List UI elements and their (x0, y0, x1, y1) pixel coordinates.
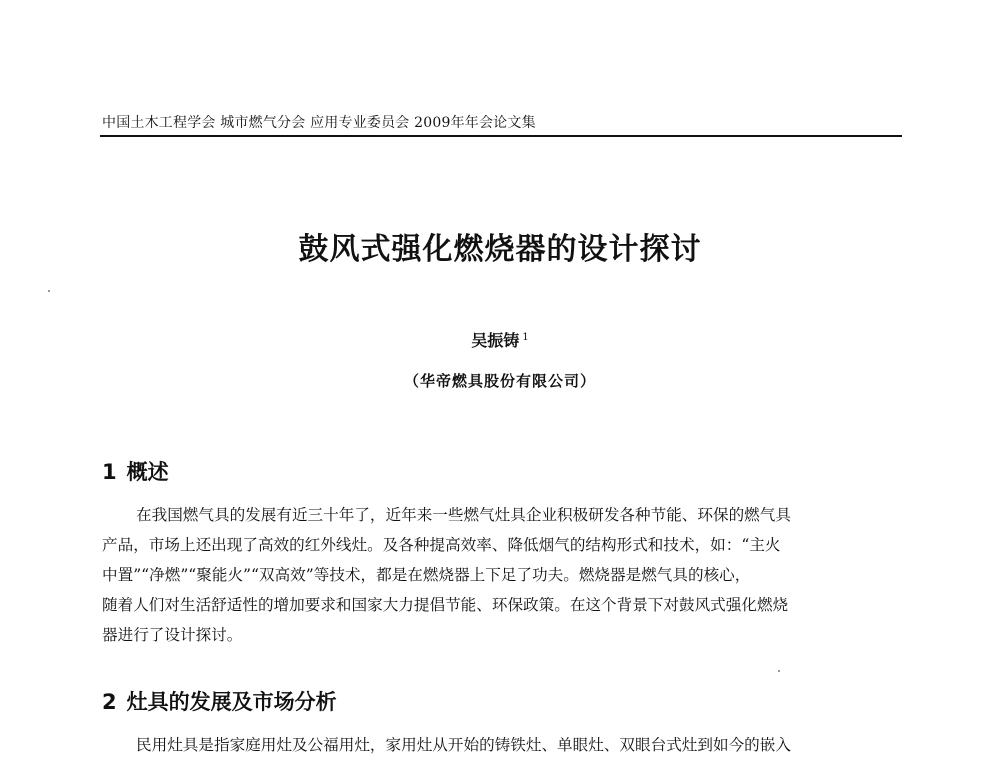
section-heading-2 (102, 686, 337, 716)
author-name: 吴振铸 (471, 331, 520, 350)
paragraph-line: 民用灶具是指家庭用灶及公福用灶，家用灶从开始的铸铁灶、单眼灶、双眼台式灶到如今的嵌入 (136, 736, 791, 754)
section-1-paragraph (102, 500, 898, 650)
paragraph-line: 在我国燃气具的发展有近三十年了，近年来一些燃气灶具企业积极研发各种节能、环保的燃气具 (136, 506, 791, 524)
scan-speck (48, 290, 50, 292)
paper-title: 鼓风式强化燃烧器的设计探讨 (298, 232, 702, 267)
section-number: 2 (102, 690, 117, 714)
section-title: 概述 (126, 460, 169, 484)
section-heading-1 (102, 456, 169, 486)
scan-speck (778, 670, 780, 672)
section-2-paragraph (102, 730, 898, 760)
paragraph-line: 随着人们对生活舒适性的增加要求和国家大力提倡节能、环保政策。在这个背景下对鼓风式强化燃烧 (102, 596, 789, 614)
section-number: 1 (102, 460, 117, 484)
author-affiliation-mark: 1 (522, 331, 529, 343)
paragraph-line: 产品，市场上还出现了高效的红外线灶。及各种提高效率、降低烟气的结构形式和技术，如：“主火 (102, 536, 781, 554)
author-line (0, 328, 1000, 351)
paragraph-line: 中置”“净燃”“聚能火”“双高效”等技术，都是在燃烧器上下足了功夫。燃烧器是燃气具的核心， (102, 566, 751, 584)
header-rule (100, 135, 902, 137)
section-title: 灶具的发展及市场分析 (126, 690, 337, 714)
author-affiliation: （华帝燃具股份有限公司） (403, 372, 596, 390)
paragraph-line: 器进行了设计探讨。 (102, 626, 243, 644)
running-header: 中国土木工程学会 城市燃气分会 应用专业委员会 2009年年会论文集 (102, 115, 536, 131)
